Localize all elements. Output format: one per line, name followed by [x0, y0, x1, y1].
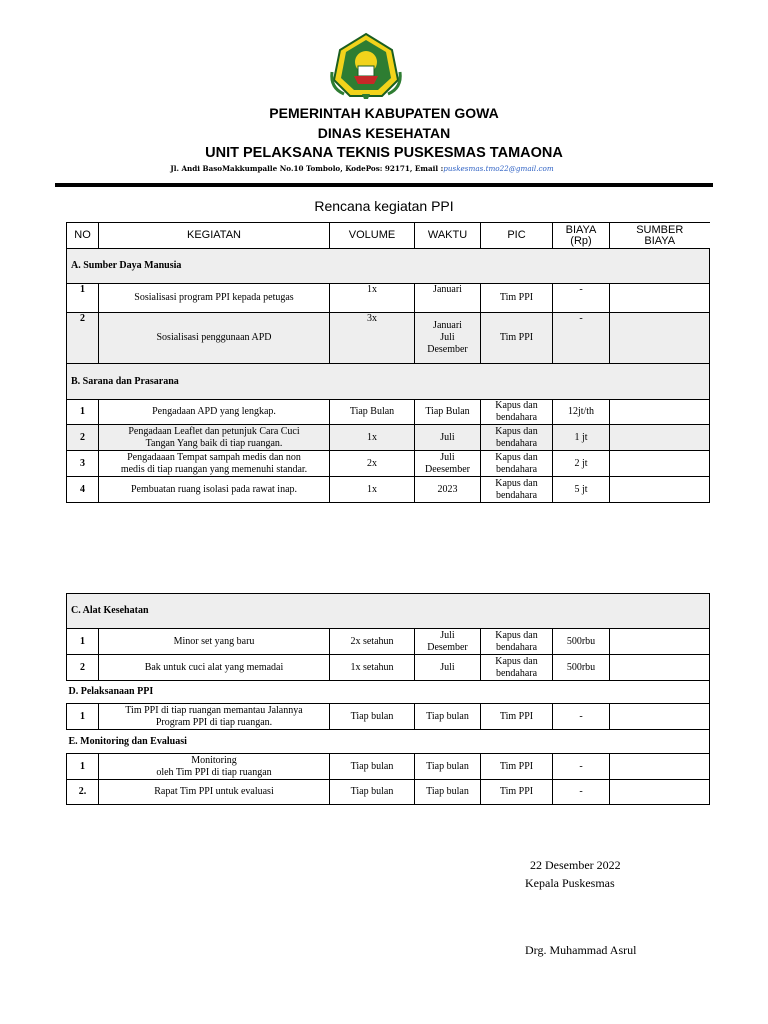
row-waktu-line3: Desember	[427, 344, 468, 355]
section-row	[67, 681, 710, 704]
row-pic-line1: Kapus dan	[495, 655, 538, 667]
row-pic-line2: bendahara	[495, 437, 538, 449]
col-biaya-line1: BIAYA	[565, 223, 597, 236]
row-no: 2	[67, 655, 99, 681]
row-no: 2.	[67, 780, 99, 805]
address-text: Jl. Andi BasoMakkumpalle No.10 Tombolo, KodePos: 92171, Email :	[170, 164, 444, 173]
row-no: 2	[67, 313, 99, 364]
row-volume: 2x	[330, 451, 415, 477]
row-biaya: -	[553, 704, 610, 730]
signature-role: Kepala Puskesmas	[525, 876, 615, 890]
signature-name: Drg. Muhammad Asrul	[525, 943, 637, 957]
row-sumber	[610, 780, 710, 805]
row-kegiatan	[99, 451, 330, 477]
row-biaya: 5 jt	[553, 477, 610, 503]
email-link[interactable]: puskesmas.tmo22@gmail.com	[443, 164, 554, 173]
section-row	[67, 249, 710, 284]
row-kegiatan-line2: medis di tiap ruangan yang memenuhi standar.	[120, 463, 308, 475]
ppi-plan-table-2	[66, 593, 710, 805]
section-d-title: D. Pelaksanaan PPI	[67, 681, 710, 704]
table-row	[67, 655, 710, 681]
row-kegiatan: Minor set yang baru	[99, 629, 330, 655]
row-kegiatan	[99, 704, 330, 730]
row-volume: Tiap bulan	[330, 754, 415, 780]
row-pic: Tim PPI	[481, 313, 553, 364]
row-pic	[481, 451, 553, 477]
letterhead-line-1: PEMERINTAH KABUPATEN GOWA	[269, 105, 499, 121]
row-kegiatan	[99, 425, 330, 451]
table-row	[67, 284, 710, 313]
row-volume: 3x	[330, 313, 415, 364]
section-e-title: E. Monitoring dan Evaluasi	[67, 730, 710, 754]
row-pic-line1: Kapus dan	[495, 400, 538, 411]
col-sumber-line2: BIAYA	[644, 234, 676, 247]
row-kegiatan-line2: oleh Tim PPI di tiap ruangan	[156, 766, 272, 778]
row-volume: Tiap bulan	[330, 704, 415, 730]
row-waktu-line2: Juli	[440, 332, 455, 343]
table-row	[67, 451, 710, 477]
row-no: 3	[67, 451, 99, 477]
row-kegiatan-line2: Program PPI di tiap ruangan.	[155, 716, 273, 728]
row-pic-line2: bendahara	[495, 641, 538, 653]
section-a-title: A. Sumber Daya Manusia	[67, 249, 710, 284]
row-volume: 1x setahun	[330, 655, 415, 681]
col-kegiatan: KEGIATAN	[99, 223, 330, 249]
row-waktu: Tiap bulan	[415, 754, 481, 780]
row-biaya: 500rbu	[553, 629, 610, 655]
row-no: 4	[67, 477, 99, 503]
row-kegiatan	[99, 754, 330, 780]
row-volume: 1x	[330, 425, 415, 451]
row-biaya: 500rbu	[553, 655, 610, 681]
letterhead-address	[0, 164, 724, 173]
row-no: 1	[67, 400, 99, 425]
row-no: 2	[67, 425, 99, 451]
section-row	[67, 364, 710, 400]
row-sumber	[610, 477, 710, 503]
row-no: 1	[67, 754, 99, 780]
row-volume: Tiap bulan	[330, 780, 415, 805]
row-no: 1	[67, 704, 99, 730]
row-kegiatan: Pembuatan ruang isolasi pada rawat inap.	[99, 477, 330, 503]
table-row	[67, 780, 710, 805]
row-no: 1	[67, 284, 99, 313]
table-row	[67, 477, 710, 503]
row-waktu	[415, 629, 481, 655]
row-sumber	[610, 655, 710, 681]
row-waktu	[415, 313, 481, 364]
row-sumber	[610, 284, 710, 313]
row-pic	[481, 629, 553, 655]
row-waktu: Tiap Bulan	[415, 400, 481, 425]
col-sumber-line1: SUMBER	[636, 223, 684, 236]
row-pic	[481, 655, 553, 681]
row-kegiatan: Sosialisasi program PPI kepada petugas	[99, 284, 330, 313]
row-volume: Tiap Bulan	[330, 400, 415, 425]
row-pic-line1: Kapus dan	[495, 477, 538, 489]
row-waktu-line2: Desember	[427, 641, 468, 653]
table-row	[67, 425, 710, 451]
section-row	[67, 730, 710, 754]
row-volume: 2x setahun	[330, 629, 415, 655]
table-row	[67, 629, 710, 655]
row-waktu-line1: Juli	[440, 451, 455, 463]
row-pic-line2: bendahara	[495, 489, 538, 501]
col-biaya	[553, 223, 610, 249]
row-kegiatan-line1: Tim PPI di tiap ruangan memantau Jalannya	[125, 704, 303, 716]
row-kegiatan: Pengadaan APD yang lengkap.	[99, 400, 330, 425]
row-no: 1	[67, 629, 99, 655]
row-biaya: 1 jt	[553, 425, 610, 451]
row-waktu: Juli	[415, 425, 481, 451]
col-biaya-line2: (Rp)	[570, 234, 592, 247]
row-pic	[481, 477, 553, 503]
row-kegiatan-line1: Pengadaan Leaflet dan petunjuk Cara Cuci	[128, 425, 300, 437]
row-kegiatan: Bak untuk cuci alat yang memadai	[99, 655, 330, 681]
row-sumber	[610, 704, 710, 730]
ppi-plan-table-1	[66, 222, 710, 503]
row-pic-line1: Kapus dan	[495, 451, 538, 463]
section-b-title: B. Sarana dan Prasarana	[67, 364, 710, 400]
row-biaya: 2 jt	[553, 451, 610, 477]
row-waktu	[415, 451, 481, 477]
row-pic: Tim PPI	[481, 284, 553, 313]
row-kegiatan: Sosialisasi penggunaan APD	[99, 313, 330, 364]
table-row	[67, 400, 710, 425]
row-kegiatan-line1: Pengadaaan Tempat sampah medis dan non	[127, 451, 301, 463]
row-biaya: -	[553, 313, 610, 364]
row-waktu: Januari	[415, 284, 481, 313]
row-waktu: Tiap bulan	[415, 704, 481, 730]
col-no: NO	[67, 223, 99, 249]
row-biaya: -	[553, 754, 610, 780]
row-pic-line1: Kapus dan	[495, 629, 538, 641]
signature-date: 22 Desember 2022	[530, 858, 621, 872]
col-pic: PIC	[481, 223, 553, 249]
col-volume: VOLUME	[330, 223, 415, 249]
row-sumber	[610, 425, 710, 451]
row-sumber	[610, 754, 710, 780]
col-sumber	[610, 223, 710, 249]
row-waktu-line1: Januari	[433, 320, 462, 331]
row-kegiatan-line2: Tangan Yang baik di tiap ruangan.	[145, 437, 283, 449]
row-pic	[481, 425, 553, 451]
row-sumber	[610, 313, 710, 364]
row-volume: 1x	[330, 477, 415, 503]
row-pic	[481, 400, 553, 425]
row-sumber	[610, 451, 710, 477]
table-header-row	[67, 223, 710, 249]
row-pic-line2: bendahara	[495, 412, 538, 423]
row-biaya: -	[553, 284, 610, 313]
letterhead-line-3: UNIT PELAKSANA TEKNIS PUSKESMAS TAMAONA	[205, 145, 563, 161]
section-c-title: C. Alat Kesehatan	[67, 594, 710, 629]
letterhead-rule	[55, 183, 713, 187]
row-biaya: 12jt/th	[553, 400, 610, 425]
row-waktu: 2023	[415, 477, 481, 503]
row-pic: Tim PPI	[481, 704, 553, 730]
row-waktu: Juli	[415, 655, 481, 681]
row-pic-line2: bendahara	[495, 463, 538, 475]
row-volume: 1x	[330, 284, 415, 313]
col-waktu: WAKTU	[415, 223, 481, 249]
letterhead-line-2: DINAS KESEHATAN	[317, 125, 451, 141]
row-waktu-line2: Deesember	[425, 463, 470, 475]
section-row	[67, 594, 710, 629]
table-row	[67, 704, 710, 730]
row-biaya: -	[553, 780, 610, 805]
table-row	[67, 754, 710, 780]
row-sumber	[610, 400, 710, 425]
row-waktu-line1: Juli	[440, 629, 455, 641]
kabupaten-gowa-emblem-icon	[328, 32, 404, 100]
row-sumber	[610, 629, 710, 655]
row-pic-line1: Kapus dan	[495, 425, 538, 437]
row-kegiatan: Rapat Tim PPI untuk evaluasi	[99, 780, 330, 805]
row-pic-line2: bendahara	[495, 667, 538, 679]
row-kegiatan-line1: Monitoring	[191, 754, 237, 766]
document-title: Rencana kegiatan PPI	[314, 198, 454, 214]
row-pic: Tim PPI	[481, 780, 553, 805]
row-pic: Tim PPI	[481, 754, 553, 780]
row-waktu: Tiap bulan	[415, 780, 481, 805]
table-row	[67, 313, 710, 364]
